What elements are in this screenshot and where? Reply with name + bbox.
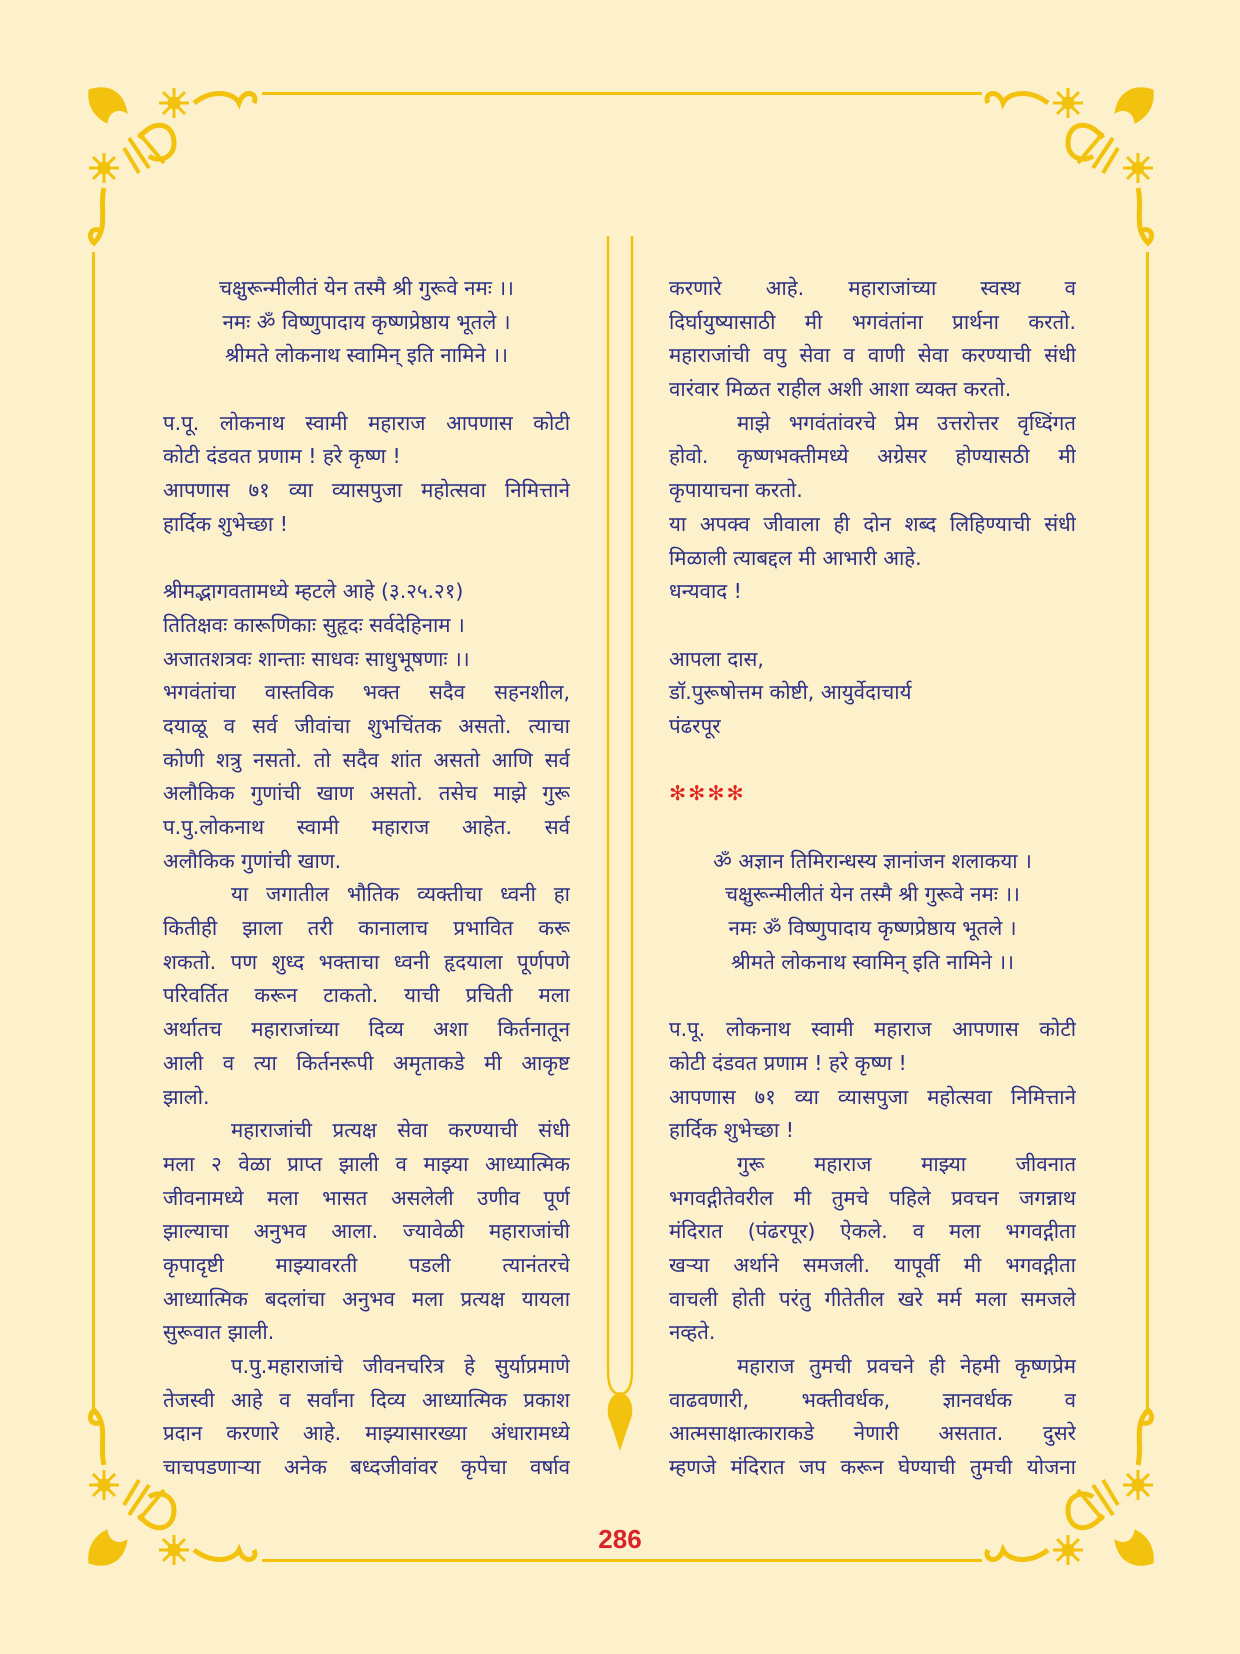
text-line: आत्मसाक्षात्काराकडे नेणारी असतात. दुसरे (669, 1421, 1076, 1446)
text-line: आध्यात्मिक बदलांचा अनुभव मला प्रत्यक्ष यायला (163, 1286, 570, 1311)
text-line: मंदिरात (पंढरपूर) ऐकले. व मला भगवद्गीता (669, 1219, 1076, 1244)
text-line: खऱ्या अर्थाने समजली. यापूर्वी मी भगवद्गीता (669, 1252, 1076, 1277)
text-line: कोटी दंडवत प्रणाम ! हरे कृष्ण ! (669, 1050, 907, 1075)
text-line: भगवंतांचा वास्तविक भक्त सदैव सहनशील, (163, 680, 570, 705)
text-line: शकतो. पण शुध्द भक्ताचा ध्वनी हृदयाला पूर्णपणे (163, 949, 570, 974)
text-line: करणारे आहे. महाराजांच्या स्वस्थ व (669, 276, 1076, 300)
border-left (92, 252, 95, 1412)
text-line: डॉ.पुरूषोत्तम कोष्टी, आयुर्वेदाचार्य (669, 680, 912, 705)
text-line: होवो. कृष्णभक्तीमध्ये अग्रेसर होण्यासठी मी (669, 444, 1076, 469)
text-line: अजातशत्रवः शान्ताः साधवः साधुभूषणाः ।। (163, 646, 470, 671)
verse-line: नमः ॐ विष्णुपादाय कृष्णप्रेष्ठाय भूतले । (728, 916, 1017, 941)
text-line: मला २ वेळा प्राप्त झाली व माझ्या आध्यात्मिक (163, 1151, 570, 1176)
text-line: गुरू महाराज माझ्या जीवनात (737, 1151, 1076, 1176)
text-line: जीवनामध्ये मला भासत असलेली उणीव पूर्ण (163, 1185, 570, 1210)
text-line: या जगातील भौतिक व्यक्तीचा ध्वनी हा (231, 882, 570, 907)
text-line: अलौकिक गुणांची खाण असतो. तसेच माझे गुरू (163, 781, 570, 806)
drop-ornament (608, 1392, 633, 1451)
text-line: श्रीमद्भागवतामध्ये म्हटले आहे (३.२५.२१) (163, 579, 464, 604)
verse-line: ॐ अज्ञान तिमिरान्धस्य ज्ञानांजन शलाकया । (713, 848, 1032, 873)
border-top (262, 92, 982, 95)
text-line: हार्दिक शुभेच्छा ! (163, 511, 288, 536)
verse-line: श्रीमते लोकनाथ स्वामिन् इति नामिने ।। (731, 949, 1014, 974)
text-line: भगवद्गीतेवरील मी तुमचे पहिले प्रवचन जगन्नाथ (669, 1185, 1076, 1210)
text-line: महाराज तुमची प्रवचने ही नेहमी कृष्णप्रेम (737, 1354, 1076, 1378)
verse-line: श्रीमते लोकनाथ स्वामिन् इति नामिने ।। (225, 343, 508, 368)
blank-line (669, 609, 1076, 643)
corner-ornament-top-right (983, 78, 1163, 253)
text-line: धन्यवाद ! (669, 579, 742, 604)
text-line: नव्हते. (669, 1320, 716, 1345)
right-column (669, 272, 1076, 1485)
text-line: कितीही झाला तरी कानालाच प्रभावित करू (163, 916, 570, 941)
text-line: अर्थातच महाराजांच्या दिव्य अशा किर्तनातून (163, 1017, 570, 1042)
text-line: प.पु.लोकनाथ स्वामी महाराज आहेत. सर्व (163, 815, 570, 839)
text-line: कृपादृष्टी माझ्यावरती पडली त्यानंतरचे (163, 1252, 570, 1277)
text-line: आली व त्या किर्तनरूपी अमृताकडे मी आकृष्ट (163, 1050, 570, 1075)
text-line: झालो. (163, 1084, 210, 1109)
text-line: परिवर्तित करून टाकतो. याची प्रचिती मला (163, 983, 570, 1008)
text-line: प्रदान करणारे आहे. माझ्यासारख्या अंधारामध्ये (163, 1421, 570, 1446)
text-line: माझे भगवंतांवरचे प्रेम उत्तरोत्तर वृध्दिंगत (737, 410, 1076, 435)
blank-line (163, 373, 570, 407)
blank-line (669, 811, 1076, 845)
text-line: पंढरपूर (669, 713, 721, 738)
text-line: दयाळू व सर्व जीवांचा शुभचिंतक असतो. त्याचा (163, 713, 570, 738)
verse-line: नमः ॐ विष्णुपादाय कृष्णप्रेष्ठाय भूतले । (222, 309, 511, 334)
text-line: प.पू. लोकनाथ स्वामी महाराज आपणास कोटी (669, 1017, 1076, 1042)
verse-line: चक्षुरून्मीलीतं येन तस्मै श्री गुरूवे नमः ।। (725, 882, 1020, 907)
text-line: प.पु.महाराजांचे जीवनचरित्र हे सुर्याप्रमाणे (231, 1354, 570, 1378)
text-line: कोणी शत्रु नसतो. तो सदैव शांत असतो आणि सर्व (163, 747, 570, 772)
text-line: अलौकिक गुणांची खाण. (163, 848, 342, 873)
column-divider (604, 236, 636, 1456)
text-line: या अपक्व जीवाला ही दोन शब्द लिहिण्याची संधी (669, 511, 1076, 536)
text-line: प.पू. लोकनाथ स्वामी महाराज आपणास कोटी (163, 410, 570, 435)
text-line: आपला दास, (669, 646, 764, 671)
text-line: दिर्घायुष्यासाठी मी भगवंतांना प्रार्थना करतो. (669, 309, 1076, 334)
text-line: महाराजांची प्रत्यक्ष सेवा करण्याची संधी (231, 1118, 570, 1143)
page-number: 286 (598, 1524, 642, 1554)
text-line: आपणास ७१ व्या व्यासपुजा महोत्सवा निमित्ताने (163, 478, 570, 503)
text-line: वाचली होती परंतु गीतेतील खरे मर्म मला समजले (669, 1286, 1076, 1311)
text-line: म्हणजे मंदिरात जप करून घेण्याची तुमची योजना (669, 1455, 1076, 1480)
text-line: हार्दिक शुभेच्छा ! (669, 1118, 794, 1143)
left-column (163, 272, 570, 1485)
text-line: तितिक्षवः कारूणिकाः सुहृदः सर्वदेहिनाम । (163, 612, 465, 637)
text-line: झाल्याचा अनुभव आला. ज्यावेळी महाराजांची (163, 1219, 570, 1244)
text-line: मिळाली त्याबद्दल मी आभारी आहे. (669, 545, 922, 570)
blank-line (669, 744, 1076, 778)
text-line: कृपायाचना करतो. (669, 478, 803, 503)
border-bottom (262, 1559, 982, 1562)
text-line: वारंवार मिळत राहील अशी आशा व्यक्त करतो. (669, 377, 1012, 402)
text-line: सुरूवात झाली. (163, 1320, 275, 1345)
text-line: तेजस्वी आहे व सर्वांना दिव्य आध्यात्मिक प्रकाश (163, 1387, 570, 1412)
section-separator: ✻✻✻✻ (669, 781, 746, 806)
text-line: चाचपडणाऱ्या अनेक बध्दजीवांवर कृपेचा वर्षाव (163, 1455, 570, 1480)
corner-ornament-top-left (79, 78, 259, 253)
text-line: कोटी दंडवत प्रणाम ! हरे कृष्ण ! (163, 444, 401, 469)
text-line: वाढवणारी, भक्तीवर्धक, ज्ञानवर्धक व (669, 1387, 1076, 1412)
border-right (1146, 252, 1149, 1412)
text-line: महाराजांची वपु सेवा व वाणी सेवा करण्याची संधी (669, 343, 1076, 368)
blank-line (163, 542, 570, 576)
blank-line (669, 979, 1076, 1013)
verse-line: चक्षुरून्मीलीतं येन तस्मै श्री गुरूवे नमः ।। (219, 276, 514, 300)
text-line: आपणास ७१ व्या व्यासपुजा महोत्सवा निमित्ताने (669, 1084, 1076, 1109)
